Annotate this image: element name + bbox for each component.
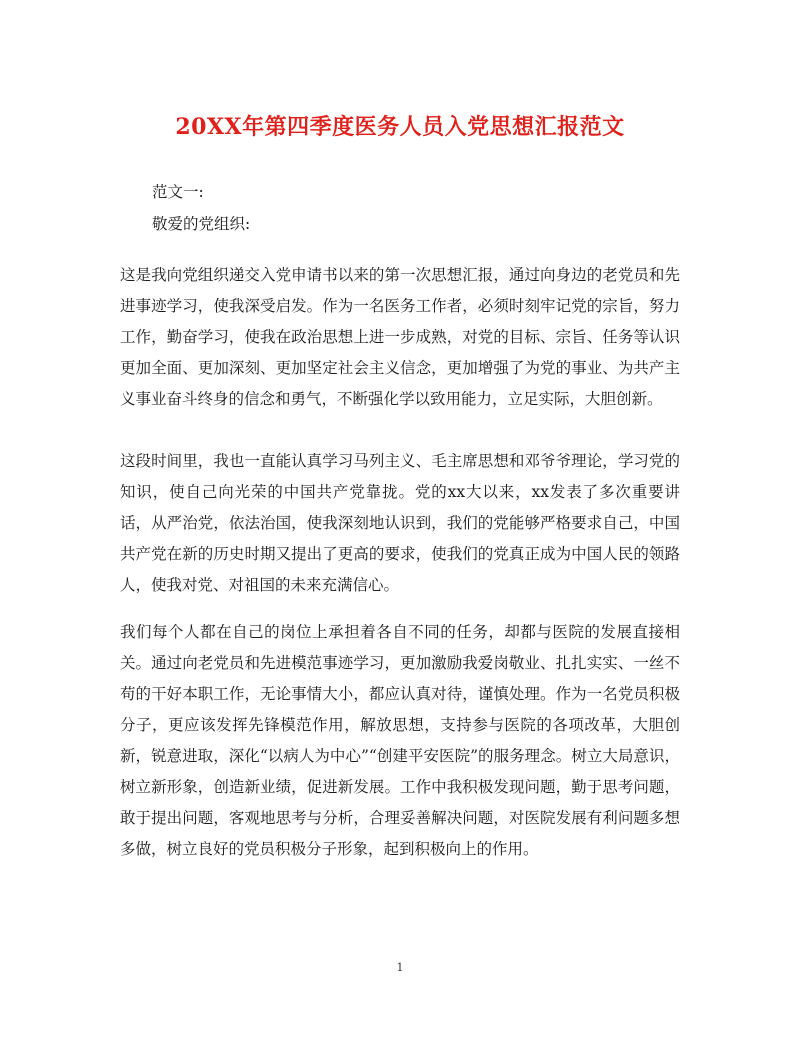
document-title: 20XX年第四季度医务人员入党思想汇报范文 [175, 114, 625, 140]
greeting: 敬爱的党组织: [152, 215, 251, 233]
paragraph-3: 我们每个人都在自己的岗位上承担着各自不同的任务，却都与医院的发展直接相关。通过向老党员和先进模范事迹学习，更加激励我爱岗敬业、扎扎实实、一丝不苟的干好本职工作，无论事情大小，都应认真对待，谨慎处理。作为一名党员积极分子，更应该发挥先锋模范作用，解放思想，支持参与医院的各项改革，大胆创新，锐意进取，深化“以病人为中心”“创建平安医院”的服务理念。树立大局意识，树立新形象，创造新业绩，促进新发展。工作中我积极发现问题，勤于思考问题，敢于提出问题，客观地思考与分析，合理妥善解决问题，对医院发展有利问题多想多做，树立良好的党员积极分子形象，起到积极向上的作用。 [120, 623, 680, 858]
paragraph-2: 这段时间里，我也一直能认真学习马列主义、毛主席思想和邓爷爷理论，学习党的知识，使自己向光荣的中国共产党靠拢。党的xx大以来，xx发表了多次重要讲话，从严治党，依法治国，使我深刻地认识到，我们的党能够严格要求自己，中国共产党在新的历史时期又提出了更高的要求，使我们的党真正成为中国人民的领路人，使我对党、对祖国的未来充满信心。 [120, 452, 680, 594]
page-number: 1 [396, 961, 404, 974]
paragraph-1: 这是我向党组织递交入党申请书以来的第一次思想汇报，通过向身边的老党员和先进事迹学习，使我深受启发。作为一名医务工作者，必须时刻牢记党的宗旨，努力工作，勤奋学习，使我在政治思想上进一步成熟，对党的目标、宗旨、任务等认识更加全面、更加深刻、更加坚定社会主义信念，更加增强了为党的事业、为共产主义事业奋斗终身的信念和勇气，不断强化学以致用能力，立足实际，大胆创新。 [120, 266, 680, 408]
section-label: 范文一: [152, 183, 204, 201]
